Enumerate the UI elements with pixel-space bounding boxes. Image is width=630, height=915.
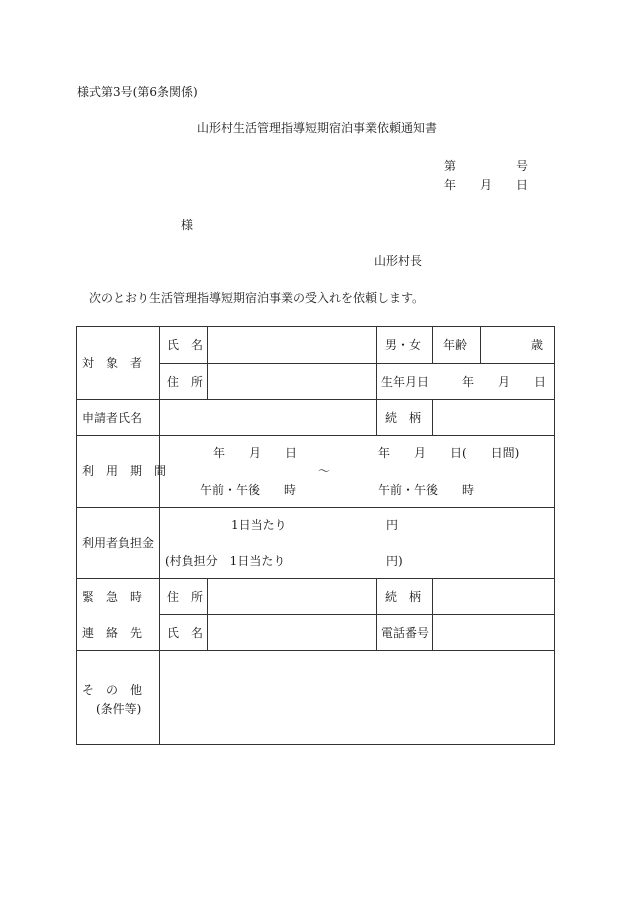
col-line [376,578,377,650]
col-line [480,326,481,363]
birthdate-value: 年 月 日 [462,375,547,389]
row-line [76,507,555,508]
emergency-label: 緊 急 時 [82,590,143,604]
emergency-address-label: 住 所 [167,590,204,604]
period-end-time: 午前・午後 時 [378,483,475,497]
emergency-name-label: 氏 名 [167,626,204,640]
col-line [432,399,433,435]
contact-label: 連 絡 先 [82,626,143,640]
col-line [207,578,208,650]
row-line [76,578,555,579]
row-line [159,614,555,615]
col-line [207,326,208,399]
period-tilde: ～ [318,464,331,478]
age-label: 年齢 [443,338,468,352]
other-sub-label: (条件等) [96,702,142,716]
period-end-date: 年 月 日( 日間) [378,446,520,460]
document-date: 年 月 日 [444,178,529,192]
emergency-phone-label: 電話番号 [381,626,430,640]
period-label: 利 用 期 間 [82,464,167,478]
village-share-yen: 円) [386,554,403,568]
subject-label: 対 象 者 [82,356,143,370]
other-label: そ の 他 [82,683,143,697]
document-number: 第 号 [444,159,529,173]
col-line [432,578,433,650]
row-line [159,363,555,364]
applicant-relation-label: 続 柄 [385,411,422,425]
village-share: (村負担分 1日当たり [165,554,286,568]
col-line [376,326,377,435]
form-number: 様式第3号(第6条関係) [77,85,198,99]
emergency-relation-label: 続 柄 [385,590,422,604]
row-line [76,650,555,651]
gender-label: 男・女 [385,338,422,352]
period-start-time: 午前・午後 時 [200,483,297,497]
age-unit: 歳 [531,338,544,352]
sender: 山形村長 [374,254,423,268]
col-line [159,326,160,745]
row-line [76,435,555,436]
body-text: 次のとおり生活管理指導短期宿泊事業の受入れを依頼します。 [89,291,425,305]
col-line [432,326,433,363]
birthdate-label: 生年月日 [381,375,430,389]
subject-name-label: 氏 名 [167,338,204,352]
row-line [76,399,555,400]
cost-per-day: 1日当たり [231,518,287,532]
document-title: 山形村生活管理指導短期宿泊事業依頼通知書 [197,121,438,135]
cost-label: 利用者負担金 [82,536,155,550]
addressee: 様 [181,218,194,232]
cost-yen: 円 [386,518,399,532]
applicant-label: 申請者氏名 [82,411,143,425]
subject-address-label: 住 所 [167,375,204,389]
period-start-date: 年 月 日 [213,446,298,460]
